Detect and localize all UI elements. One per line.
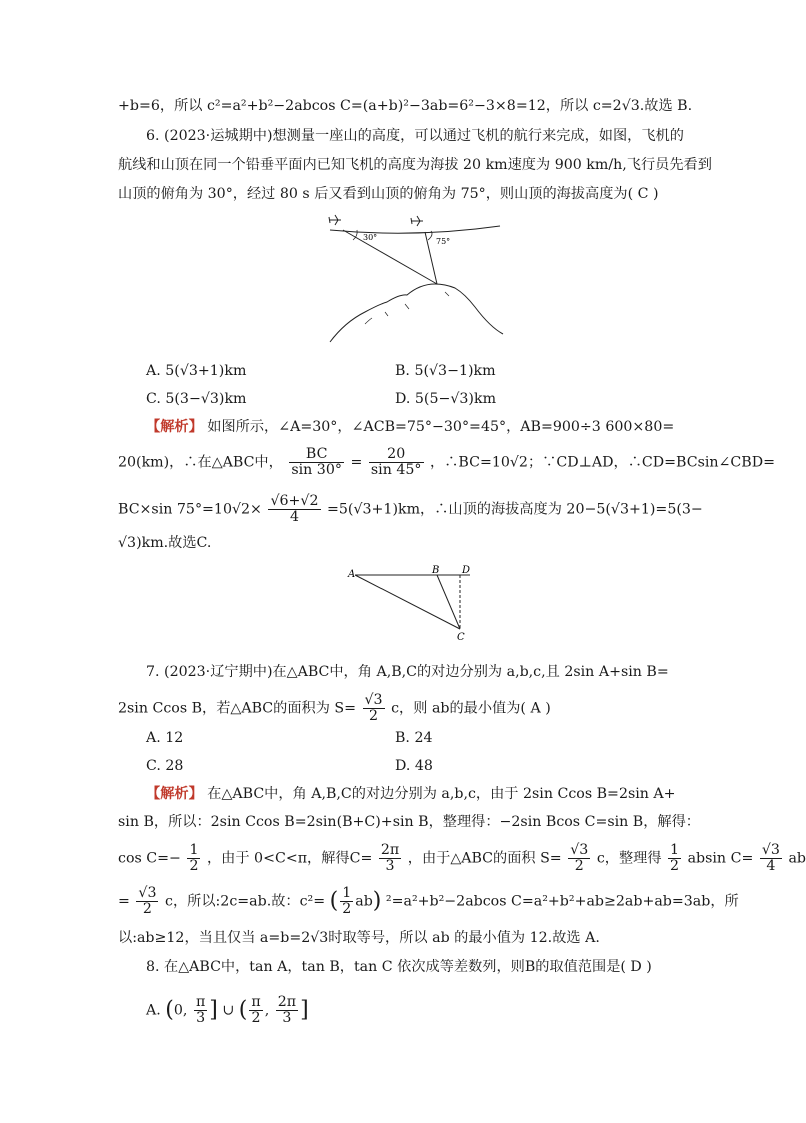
airplane-icon-2: [411, 216, 423, 226]
q7-option-a: A. 12: [146, 730, 184, 746]
q7-solution-line5: 以:ab≥12，当且仅当 a=b=2√3时取等号，所以 ab 的最小值为 12.故选 A.: [118, 930, 600, 946]
q6-solution-line2: 20(km)，∴在△ABC中， $\frac{BC}{\sin 30^\circ}$ = $\frac{20}{\sin 45^\circ}$ ，∴BC=10√2；∵CD⊥AD，∴CD=BCsin∠CBD=: [118, 446, 775, 478]
q6-stem-line2: 航线和山顶在同一个铅垂平面内已知飞机的高度为海拔 20 km速度为 900 km/h,飞行员先看到: [118, 157, 712, 173]
q6-stem-line3: 山顶的俯角为 30°，经过 80 s 后又看到山顶的俯角为 75°，则山顶的海拔高度为( C ): [118, 186, 659, 202]
q7-option-b: B. 24: [395, 730, 433, 746]
point-d-label: D: [462, 565, 471, 576]
q8-option-a: A. (0, $\frac{\pi}{3}$ ] ∪ ( $\frac{\pi}{2}$ , $\frac{2\pi}{3}$ ]: [146, 994, 309, 1026]
q6-option-a: A. 5(√3+1)km: [146, 363, 247, 379]
q6-solution-line1: 【解析】 如图所示，∠A=30°，∠ACB=75°−30°=45°，AB=900÷3 600×80=: [146, 419, 675, 435]
q6-option-d: D. 5(5−√3)km: [395, 391, 497, 407]
q7-solution-line1: 【解析】 在△ABC中，角 A,B,C的对边分别为 a,b,c，由于 2sin Ccos B=2sin A+: [146, 786, 676, 802]
q8-stem-line1: 8. 在△ABC中，tan A，tan B，tan C 依次成等差数列，则B的取值范围是( D ): [146, 959, 652, 975]
q6-mountain-figure: [325, 212, 510, 347]
q7-stem-line2: 2sin Ccos B，若△ABC的面积为 S= $\frac{√3}{2}$ c，则 ab的最小值为( A ): [118, 692, 551, 724]
q7-solution-line4: = $\frac{√3}{2}$ c，所以:2c=ab.故：c²= ( $\frac{1}{2}$ ab) ²=a²+b²−2abcos C=a²+b²+ab≥2ab+ab=3ab，所: [118, 885, 739, 917]
mountain-outline: [330, 284, 503, 342]
point-a-label: A: [348, 569, 356, 580]
flight-path-line: [330, 226, 500, 233]
solution-tag: 【解析】: [146, 419, 203, 435]
continued-solution-line: +b=6，所以 c²=a²+b²−2abcos C=(a+b)²−3ab=6²−3×8=12，所以 c=2√3.故选 B.: [118, 98, 693, 114]
solution-tag: 【解析】: [146, 786, 203, 802]
point-b-label: B: [432, 565, 440, 576]
q6-option-c: C. 5(3−√3)km: [146, 391, 247, 407]
q6-solution-line4: √3)km.故选C.: [118, 535, 212, 551]
q6-solution-line3: BC×sin 75°=10√2× $\frac{√6+√2}{4}$ =5(√3+1)km，∴山顶的海拔高度为 20−5(√3+1)=5(3−: [118, 493, 703, 525]
point-c-label: C: [457, 632, 465, 643]
sight-line-30: [343, 230, 437, 284]
q7-stem-line1: 7. (2023·辽宁期中)在△ABC中，角 A,B,C的对边分别为 a,b,c,且 2sin A+sin B=: [146, 664, 669, 680]
angle-30-label: 30°: [363, 233, 378, 242]
q6-option-b: B. 5(√3−1)km: [395, 363, 496, 379]
q7-option-d: D. 48: [395, 758, 433, 774]
q6-stem-line1: 6. (2023·运城期中)想测量一座山的高度，可以通过飞机的航行来完成，如图，飞机的: [146, 128, 684, 144]
q6-triangle-figure: [345, 563, 475, 643]
q7-option-c: C. 28: [146, 758, 184, 774]
q7-solution-line2: sin B，所以：2sin Ccos B=2sin(B+C)+sin B，整理得：−2sin Bcos C=sin B，解得：: [118, 814, 700, 830]
q7-solution-line3: cos C=− $\frac{1}{2}$ ，由于 0<C<π，解得C= $\frac{2\pi}{3}$ ，由于△ABC的面积 S= $\frac{√3}{2}$ c，整理得 $\frac{1}{2}$ absin C= $\frac{√3}{4}$ ab: [118, 842, 806, 874]
angle-75-label: 75°: [436, 237, 451, 246]
airplane-icon-1: [329, 215, 341, 225]
